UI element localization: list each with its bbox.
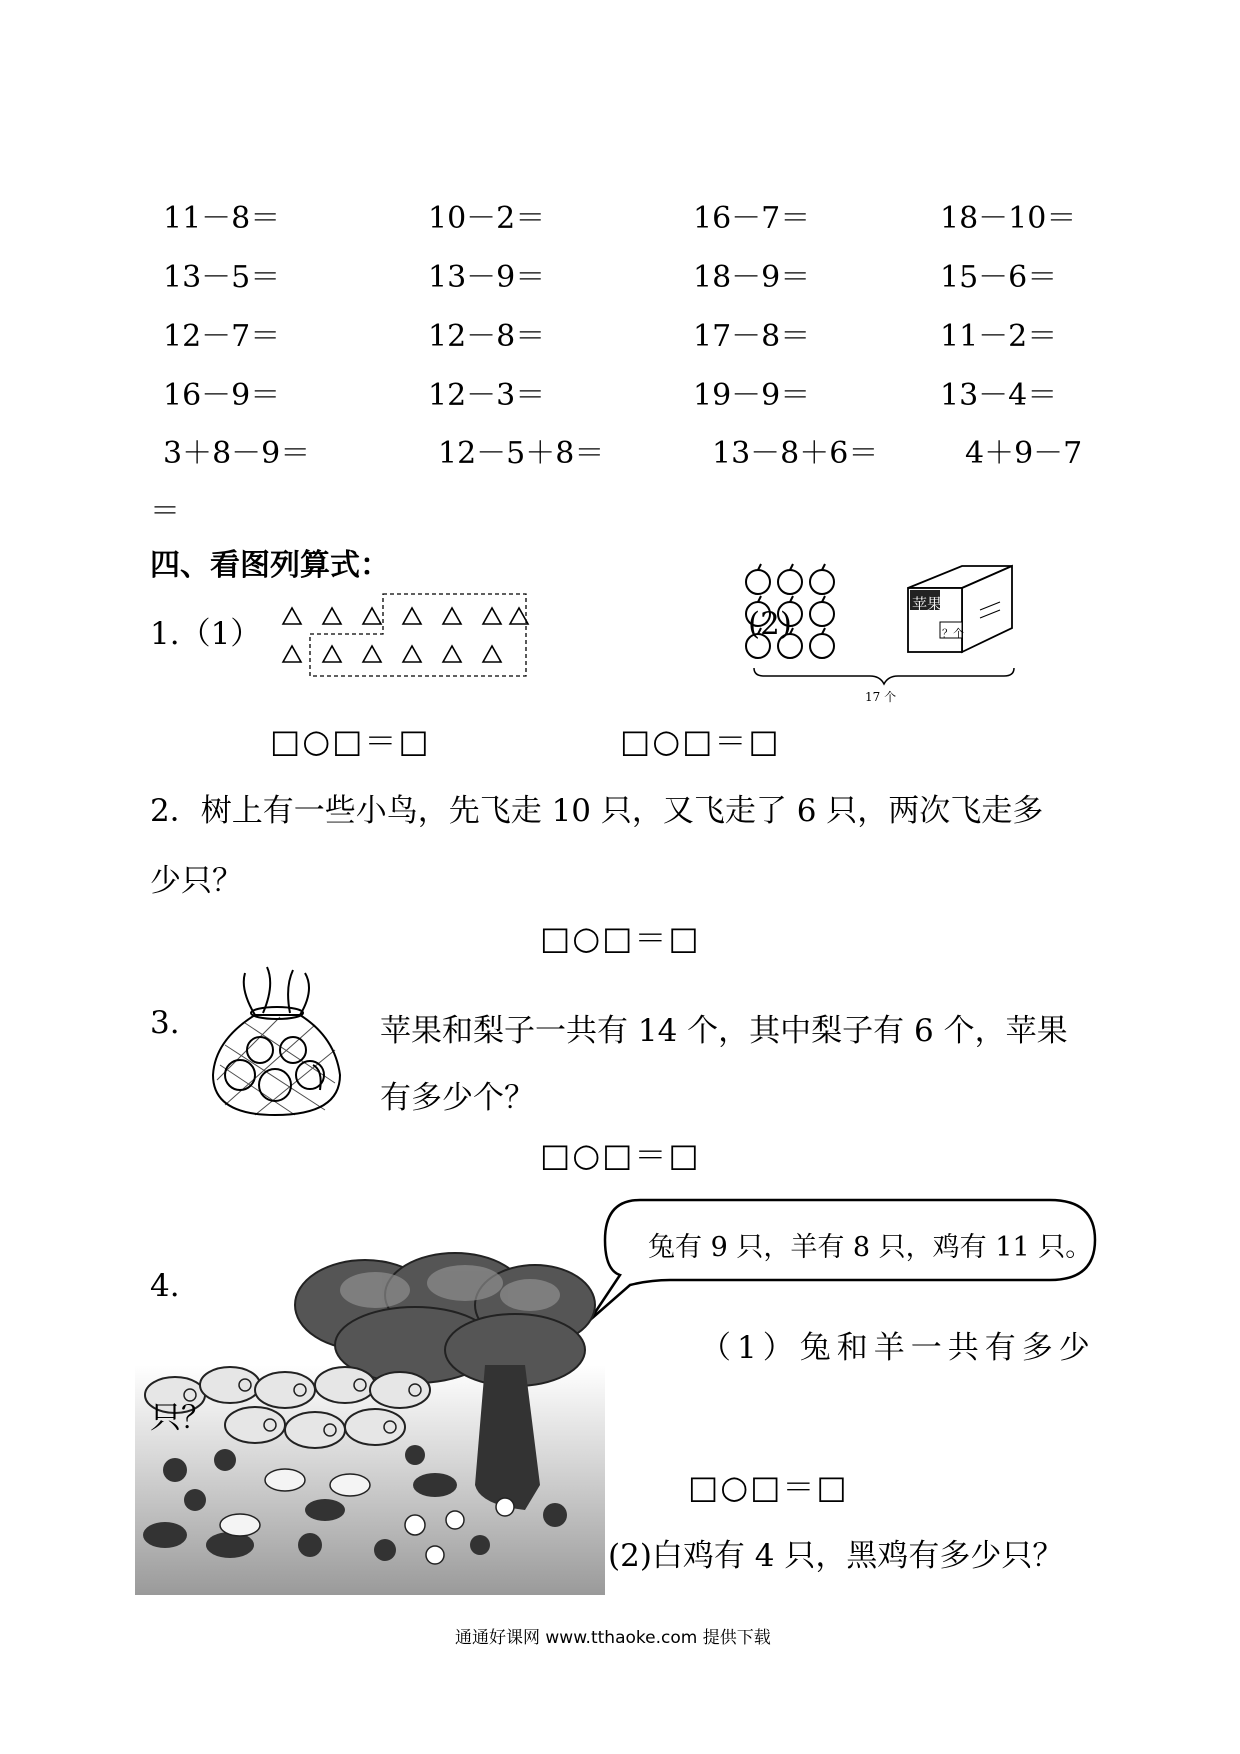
answer-formula: □○□＝□ — [270, 722, 431, 760]
brace-label: 17 个 — [865, 690, 897, 704]
triangle-figure — [278, 590, 528, 680]
footer-text: 通通好课网 www.tthaoke.com 提供下载 — [455, 1628, 771, 1648]
equation: 12－3＝ — [428, 378, 546, 413]
mixed-equation: 3＋8－9＝ — [163, 436, 311, 471]
equation: 15－6＝ — [940, 260, 1058, 295]
q2-text: 2．树上有一些小鸟，先飞走 10 只，又飞走了 6 只，两次飞走多 — [150, 793, 1044, 829]
mixed-equation: 13－8＋6＝ — [712, 436, 879, 471]
equation: 12－7＝ — [163, 319, 281, 354]
q3-text: 有多少个？ — [380, 1080, 535, 1116]
q4-2-text: (2)白鸡有 4 只，黑鸡有多少只？ — [608, 1538, 1064, 1574]
fruit-bag-illustration — [205, 965, 350, 1120]
equation: 18－9＝ — [693, 260, 811, 295]
mixed-equation: 4＋9－7 — [965, 436, 1083, 471]
answer-formula: □○□＝□ — [688, 1468, 849, 1506]
bubble-text: 兔有 9 只，羊有 8 只，鸡有 11 只。 — [648, 1232, 1093, 1263]
q1-label: 1.（1） — [150, 616, 262, 652]
mixed-equation-wrap: ＝ — [150, 494, 180, 529]
equation: 11－8＝ — [163, 201, 281, 236]
q1-2-label: (2) — [748, 606, 792, 642]
equation: 10－2＝ — [428, 201, 546, 236]
equation: 16－7＝ — [693, 201, 811, 236]
apple-box-label: 苹果 — [912, 595, 943, 613]
apple-box-tag: ？个 — [942, 627, 964, 640]
q3-text: 苹果和梨子一共有 14 个，其中梨子有 6 个，苹果 — [380, 1013, 1068, 1049]
q4-label: 4. — [150, 1268, 180, 1304]
mixed-equation: 12－5＋8＝ — [438, 436, 605, 471]
q2-text: 少只？ — [150, 863, 243, 899]
answer-formula: □○□＝□ — [540, 1136, 701, 1174]
q4-1-text: （1）兔和羊一共有多少 — [700, 1330, 1096, 1366]
answer-formula: □○□＝□ — [620, 722, 781, 760]
equation: 16－9＝ — [163, 378, 281, 413]
equation: 18－10＝ — [940, 201, 1077, 236]
equation: 13－9＝ — [428, 260, 546, 295]
equation: 13－5＝ — [163, 260, 281, 295]
equation: 19－9＝ — [693, 378, 811, 413]
q3-label: 3. — [150, 1005, 180, 1041]
section-heading: 四、看图列算式： — [150, 548, 390, 583]
equation: 13－4＝ — [940, 378, 1058, 413]
answer-formula: □○□＝□ — [540, 919, 701, 957]
q4-1-text: 只？ — [150, 1400, 212, 1436]
equation: 17－8＝ — [693, 319, 811, 354]
equation: 12－8＝ — [428, 319, 546, 354]
equation: 11－2＝ — [940, 319, 1058, 354]
